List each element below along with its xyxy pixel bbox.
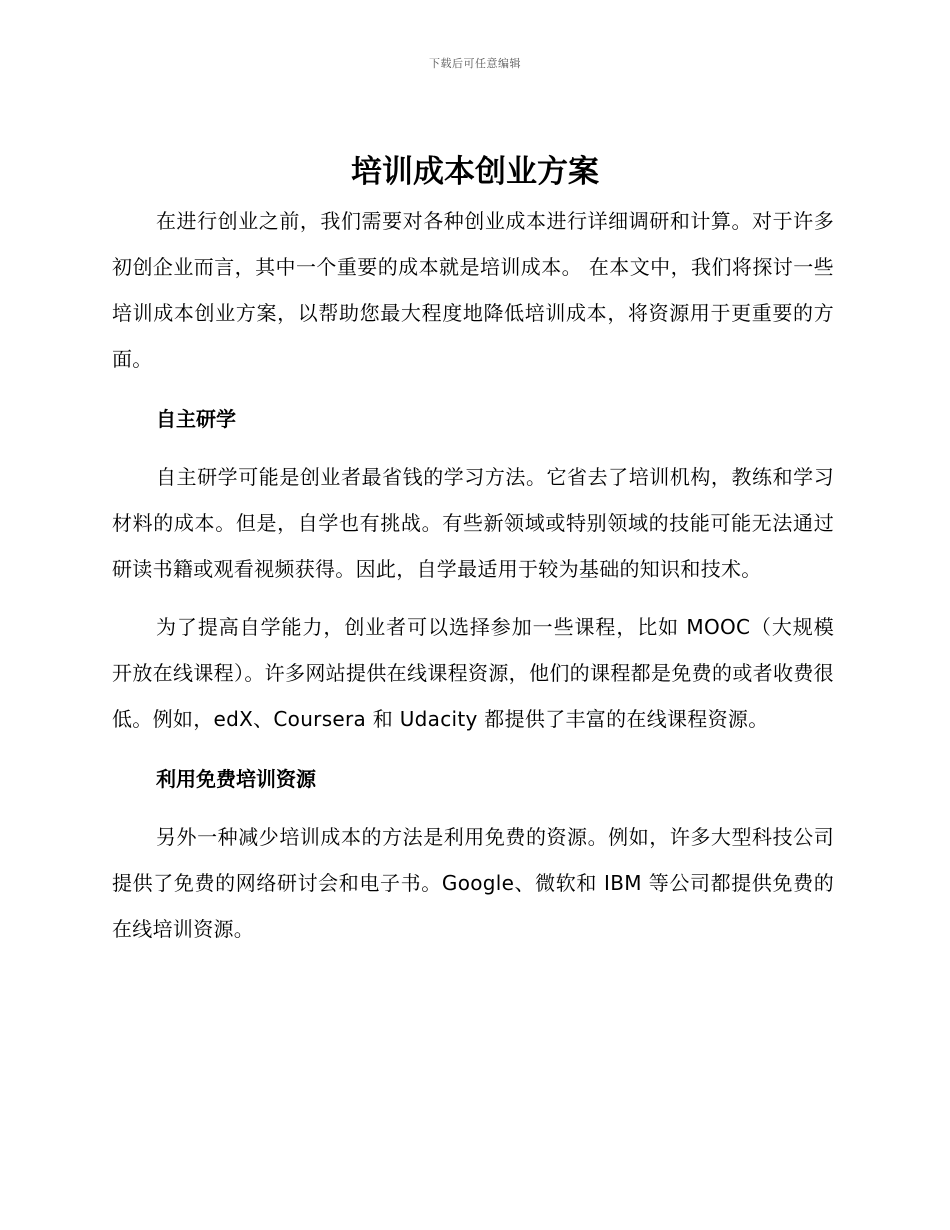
section-heading-free-resources: 利用免费培训资源 [156,767,316,791]
page-header-note: 下载后可任意编辑 [429,57,521,70]
free-resources-paragraph-1: 另外一种减少培训成本的方法是利用免费的资源。例如，许多大型科技公司提供了免费的网络研讨会和电子书。Google、微软和 IBM 等公司都提供免费的在线培训资源。 [112,825,834,941]
intro-paragraph: 在进行创业之前，我们需要对各种创业成本进行详细调研和计算。对于许多初创企业而言，其中一个重要的成本就是培训成本。 在本文中，我们将探讨一些培训成本创业方案，以帮助您最大程度地降低培训成本，将资源用于更重要的方面。 [112,209,834,371]
self-study-paragraph-1: 自主研学可能是创业者最省钱的学习方法。它省去了培训机构，教练和学习材料的成本。但是，自学也有挑战。有些新领域或特别领域的技能可能无法通过研读书籍或观看视频获得。因此，自学最适用于较为基础的知识和技术。 [112,465,834,581]
section-heading-self-study: 自主研学 [156,407,236,431]
document-body [112,198,834,952]
self-study-paragraph-2: 为了提高自学能力，创业者可以选择参加一些课程，比如 MOOC（大规模开放在线课程）。许多网站提供在线课程资源，他们的课程都是免费的或者收费很低。例如，edX、Coursera 和 Udacity 都提供了丰富的在线课程资源。 [112,615,834,731]
document-title: 培训成本创业方案 [351,154,599,190]
